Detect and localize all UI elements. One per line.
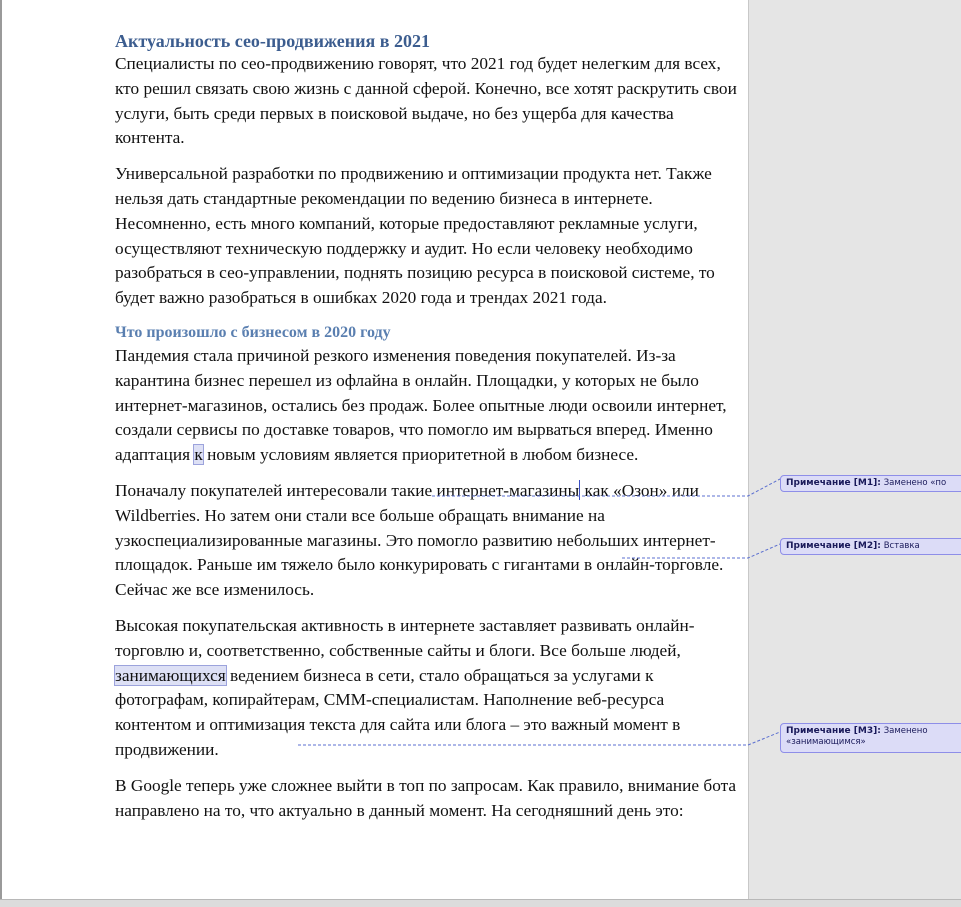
paragraph-6[interactable]: В Google теперь уже сложнее выйти в топ по запросам. Как правило, внимание бота направлено на то, что актуально в данный момент. На сегодняшний день это: xyxy=(115,775,737,820)
comment-anchor-m1[interactable]: к xyxy=(194,445,203,465)
comment-m2[interactable] xyxy=(780,538,961,555)
paragraph-3-text-b: новым условиям является приоритетной в любом бизнесе. xyxy=(202,445,639,465)
heading-seo-2021: Актуальность сео-продвижения в 2021 xyxy=(115,31,430,51)
paragraph-3[interactable] xyxy=(115,344,740,468)
heading-business-2020: Что произошло с бизнесом в 2020 году xyxy=(115,323,391,341)
paragraph-3-text-a: Пандемия стала причиной резкого изменения поведения покупателей. Из-за карантина бизнес перешел из офлайна в онлайн. Площадки, у которых не было интернет-магазинов, остались без продаж. Более опытные люди освоили интернет, создали сервисы по доставке товаров, что помогло им вырваться вперед. Именно адаптация xyxy=(115,345,727,465)
comment-m1[interactable] xyxy=(780,475,961,492)
paragraph-5-text-b: ведением бизнеса в сети, стало обращаться за услугами к фотографам, копирайтерам, СММ-специалистам. Наполнение веб-ресурса контентом и оптимизация текста для сайта или блога – это важный момент в продвижении. xyxy=(115,665,681,759)
comment-m1-text: Заменено «по xyxy=(883,478,947,488)
paragraph-1[interactable]: Специалисты по сео-продвижению говорят, что 2021 год будет нелегким для всех, кто решил связать свою жизнь с данной сферой. Конечно, все хотят раскрутить свои услуги, быть среди первых в поисковой выдаче, но без ущерба для качества контента. xyxy=(115,54,737,148)
paragraph-4-text-b: как «Озон» или Wildberries. Но затем они стали все больше обращать внимание на узкоспециализированные магазины. Это помогло развитию небольших интернет-площадок. Раньше им тяжело было конкурировать с гигантами в онлайн-торговле. Сейчас же все изменилось. xyxy=(115,480,724,600)
comment-m3-label: Примечание [M3]: xyxy=(786,726,881,736)
comment-m3-text: Заменено «занимающимся» xyxy=(786,726,928,747)
comment-m3[interactable] xyxy=(780,723,961,753)
paragraph-2[interactable]: Универсальной разработки по продвижению и оптимизации продукта нет. Также нельзя дать стандартные рекомендации по ведению бизнеса в интернете. Несомненно, есть много компаний, которые предоставляют рекламные услуги, осуществляют техническую поддержку и аудит. Но если человеку необходимо разобраться в сео-управлении, поднять позицию ресурса в поисковой системе, то будет важно разобраться в ошибках 2020 года и трендах 2021 года. xyxy=(115,164,715,308)
paragraph-5-text-a: Высокая покупательская активность в интернете заставляет развивать онлайн-торговлю и, соответственно, собственные сайты и блоги. Все больше людей, xyxy=(115,615,695,660)
paragraph-4[interactable] xyxy=(115,479,740,603)
comment-m2-text: Вставка xyxy=(883,541,920,551)
paragraph-5[interactable] xyxy=(115,614,740,763)
markup-pane xyxy=(748,0,961,906)
document-body[interactable] xyxy=(115,30,740,834)
paragraph-4-text-a: Поначалу покупателей интересовали такие интернет-магазины xyxy=(115,480,580,500)
comment-anchor-m3[interactable]: занимающихся xyxy=(115,665,226,685)
comment-m2-label: Примечание [M2]: xyxy=(786,541,881,551)
comment-m1-label: Примечание [M1]: xyxy=(786,478,881,488)
